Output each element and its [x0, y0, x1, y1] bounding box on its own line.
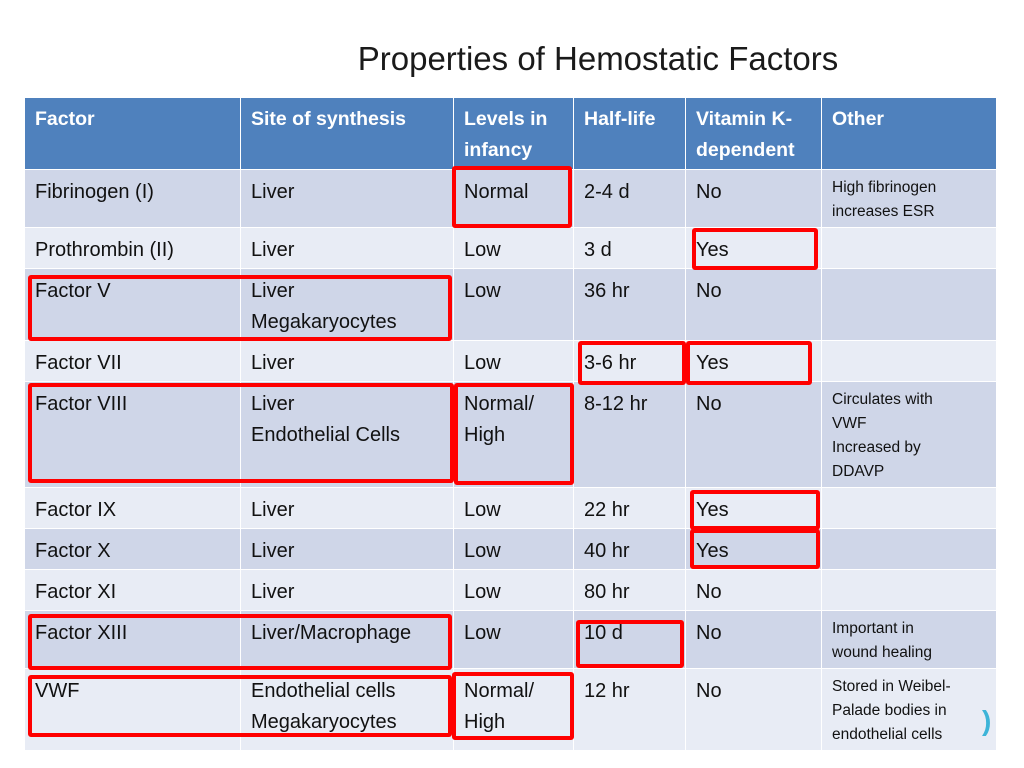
cell-half-life: 3-6 hr: [574, 341, 686, 382]
cell-site-of-synthesis: Liver: [241, 228, 454, 269]
cell-vitamin-k-dependent: No: [686, 570, 822, 611]
cell-vitamin-k-dependent: No: [686, 382, 822, 488]
cell-other: [822, 570, 997, 611]
cell-vitamin-k-dependent: No: [686, 170, 822, 228]
cell-factor: Factor XIII: [25, 611, 241, 669]
cell-half-life: 10 d: [574, 611, 686, 669]
hemostatic-factors-table: [24, 97, 997, 751]
cell-site-of-synthesis: Endothelial cells Megakaryocytes: [241, 669, 454, 751]
cell-site-of-synthesis: Liver Endothelial Cells: [241, 382, 454, 488]
table-row: [25, 529, 997, 570]
cell-half-life: 3 d: [574, 228, 686, 269]
cell-half-life: 8-12 hr: [574, 382, 686, 488]
cell-other: [822, 228, 997, 269]
cell-levels-in-infancy: Normal/ High: [454, 669, 574, 751]
header-vitamin-k-dependent: Vitamin K- dependent: [686, 98, 822, 170]
cell-other: High fibrinogen increases ESR: [822, 170, 997, 228]
slide-nav-icon: ): [982, 705, 992, 736]
table-body: [25, 170, 997, 751]
cell-site-of-synthesis: Liver: [241, 341, 454, 382]
cell-other: Circulates with VWF Increased by DDAVP: [822, 382, 997, 488]
table-row: [25, 570, 997, 611]
cell-other: [822, 269, 997, 341]
cell-factor: Factor XI: [25, 570, 241, 611]
cell-levels-in-infancy: Low: [454, 341, 574, 382]
cell-vitamin-k-dependent: No: [686, 269, 822, 341]
cell-half-life: 22 hr: [574, 488, 686, 529]
cell-half-life: 80 hr: [574, 570, 686, 611]
table-row: [25, 611, 997, 669]
cell-levels-in-infancy: Low: [454, 611, 574, 669]
cell-other: Important in wound healing: [822, 611, 997, 669]
cell-levels-in-infancy: Low: [454, 269, 574, 341]
cell-vitamin-k-dependent: Yes: [686, 228, 822, 269]
cell-other: Stored in Weibel- Palade bodies in endothelial cells: [822, 669, 997, 751]
table-row: [25, 170, 997, 228]
header-factor: Factor: [25, 98, 241, 170]
table-row: [25, 382, 997, 488]
cell-factor: Factor X: [25, 529, 241, 570]
cell-vitamin-k-dependent: No: [686, 669, 822, 751]
cell-half-life: 2-4 d: [574, 170, 686, 228]
slide-title: Properties of Hemostatic Factors: [357, 40, 839, 77]
cell-levels-in-infancy: Low: [454, 488, 574, 529]
cell-site-of-synthesis: Liver Megakaryocytes: [241, 269, 454, 341]
cell-other: [822, 529, 997, 570]
cell-levels-in-infancy: Low: [454, 228, 574, 269]
header-other: Other: [822, 98, 997, 170]
cell-levels-in-infancy: Normal: [454, 170, 574, 228]
cell-site-of-synthesis: Liver: [241, 170, 454, 228]
cell-levels-in-infancy: Low: [454, 529, 574, 570]
cell-factor: Factor VIII: [25, 382, 241, 488]
cell-other: [822, 341, 997, 382]
cell-levels-in-infancy: Low: [454, 570, 574, 611]
cell-vitamin-k-dependent: Yes: [686, 529, 822, 570]
cell-factor: Factor VII: [25, 341, 241, 382]
cell-half-life: 40 hr: [574, 529, 686, 570]
cell-factor: Fibrinogen (I): [25, 170, 241, 228]
cell-other: [822, 488, 997, 529]
table-row: [25, 341, 997, 382]
cell-vitamin-k-dependent: Yes: [686, 341, 822, 382]
table-row: [25, 228, 997, 269]
header-half-life: Half-life: [574, 98, 686, 170]
cell-factor: VWF: [25, 669, 241, 751]
cell-vitamin-k-dependent: Yes: [686, 488, 822, 529]
cell-factor: Factor IX: [25, 488, 241, 529]
table-header-row: [25, 98, 997, 170]
cell-factor: Prothrombin (II): [25, 228, 241, 269]
cell-site-of-synthesis: Liver: [241, 570, 454, 611]
table-row: [25, 669, 997, 751]
table-row: [25, 269, 997, 341]
cell-half-life: 12 hr: [574, 669, 686, 751]
cell-site-of-synthesis: Liver/Macrophage: [241, 611, 454, 669]
cell-factor: Factor V: [25, 269, 241, 341]
cell-site-of-synthesis: Liver: [241, 488, 454, 529]
cell-half-life: 36 hr: [574, 269, 686, 341]
cell-vitamin-k-dependent: No: [686, 611, 822, 669]
header-levels-in-infancy: Levels in infancy: [454, 98, 574, 170]
cell-levels-in-infancy: Normal/ High: [454, 382, 574, 488]
cell-site-of-synthesis: Liver: [241, 529, 454, 570]
header-site-of-synthesis: Site of synthesis: [241, 98, 454, 170]
table-row: [25, 488, 997, 529]
